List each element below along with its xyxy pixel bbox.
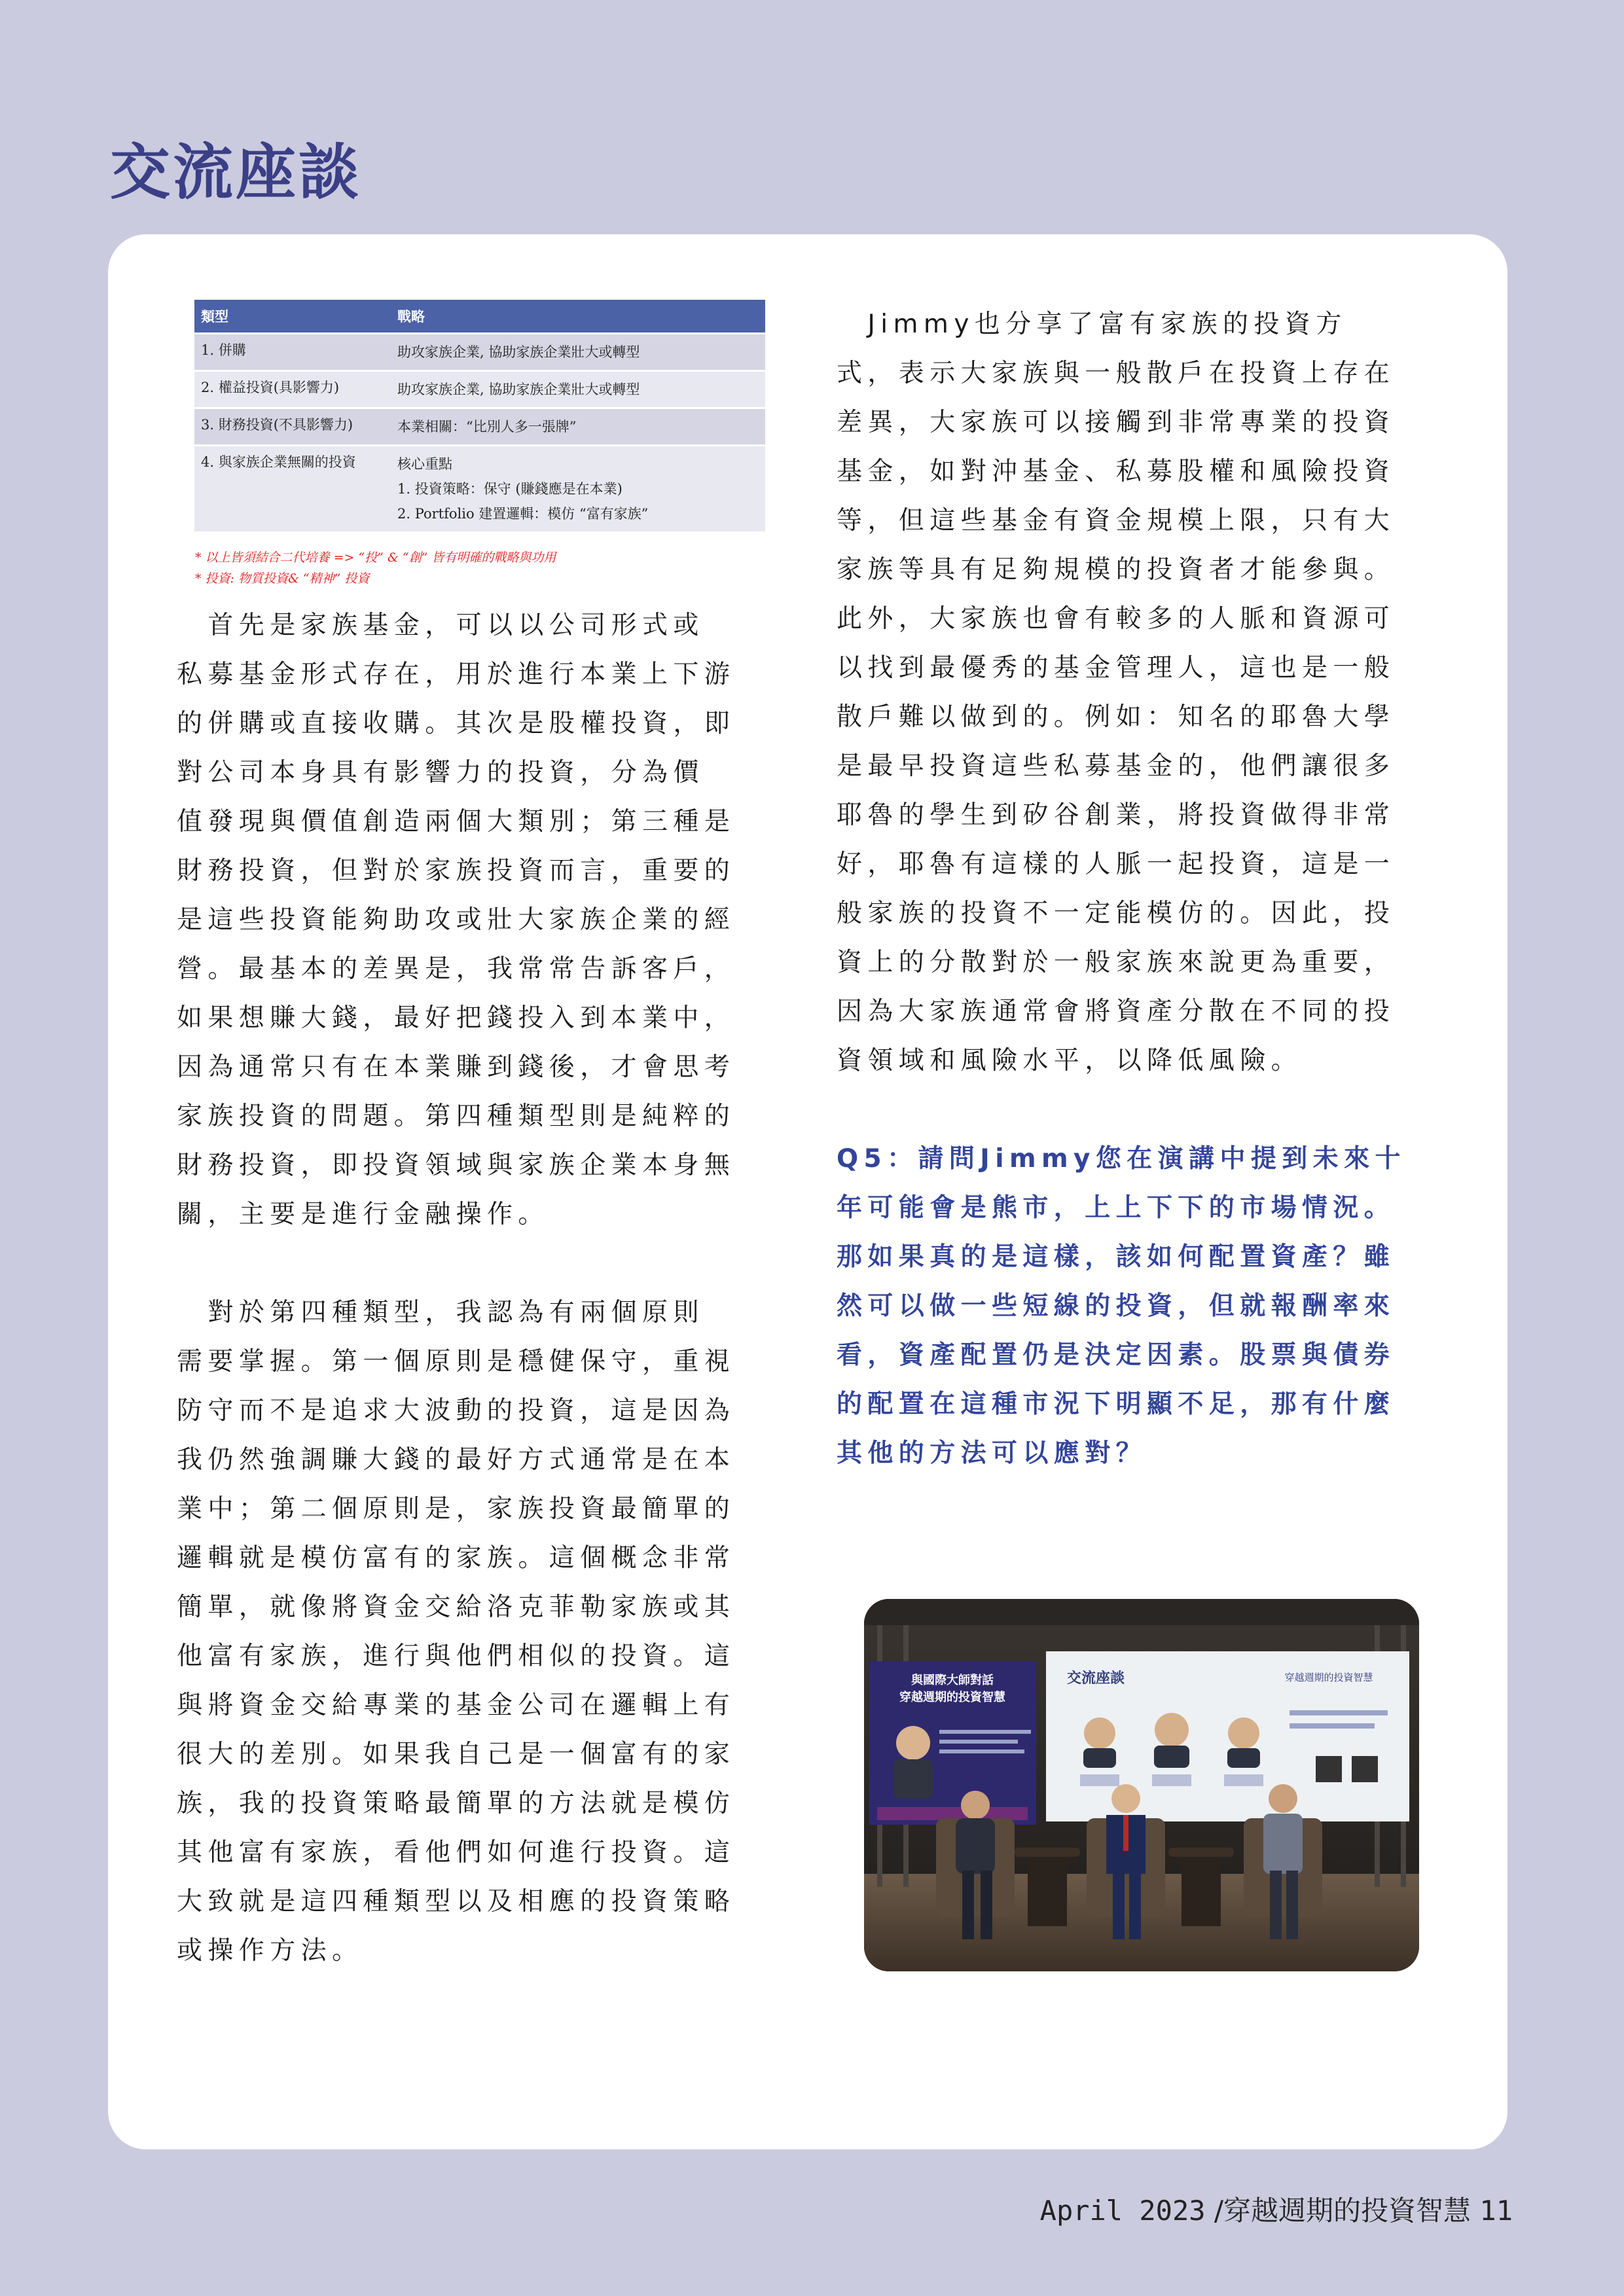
table-row xyxy=(194,446,765,532)
footer-date: April 2023 xyxy=(1039,2195,1206,2227)
table-header-row xyxy=(194,300,765,334)
table-row xyxy=(194,408,765,446)
table-row xyxy=(194,334,765,371)
table-note: * 投資: 物質投資& “精神” 投資 xyxy=(195,571,370,586)
table-header-type: 類型 xyxy=(194,300,391,334)
table-cell-strategy: 助攻家族企業, 協助家族企業壯大或轉型 xyxy=(391,334,765,371)
footer-separator: / xyxy=(1214,2195,1224,2227)
table-cell-type: 4. 與家族企業無關的投資 xyxy=(194,446,391,532)
table-header-strategy: 戰略 xyxy=(391,300,765,334)
event-photo-illustration xyxy=(864,1599,1419,1971)
table-cell-type: 2. 權益投資(具影響力) xyxy=(194,371,391,408)
body-paragraph: Jimmy也分享了富有家族的投資方 式，表示大家族與一般散戶在投資上存在 差異，大家族可以接觸到非常專業的投資 基金，如對沖基金、私募股權和風險投資 等，但這些基金有資金規模上限，只有大 家族等具有足夠規模的投資者才能參與。 此外，大家族也會有較多的人脈和資源可 以找到最優秀的基金管理人，這也是一般 散戶難以做到的。例如：知名的耶魯大學 是最早投資這些私募基金的，他們讓很多 耶魯的學生到矽谷創業，將投資做得非常 好，耶魯有這樣的人脈一起投資，這是一 般家族的投資不一定能模仿的。因此，投 資上的分散對於一般家族來說更為重要， 因為大家族通常會將資產分散在不同的投 資領域和風險水平，以降低風險。 xyxy=(837,310,1396,1075)
event-photo xyxy=(864,1599,1419,1971)
table-cell-strategy: 助攻家族企業, 協助家族企業壯大或轉型 xyxy=(391,371,765,408)
body-paragraph: 對於第四種類型，我認為有兩個原則 需要掌握。第一個原則是穩健保守，重視 防守而不是追求大波動的投資，這是因為 我仍然強調賺大錢的最好方式通常是在本 業中；第二個原則是，家族投資最簡單的 邏輯就是模仿富有的家族。這個概念非常 簡單，就像將資金交給洛克菲勒家族或其 他富有家族，進行與他們相似的投資。這 與將資金交給專業的基金公司在邏輯上有 很大的差別。如果我自己是一個富有的家 族，我的投資策略最簡單的方法就是模仿 其他富有家族，看他們如何進行投資。這 大致就是這四種類型以及相應的投資策略 或操作方法。 xyxy=(177,1298,736,1965)
strategy-table xyxy=(194,300,765,531)
question-q5: Q5：請問Jimmy您在演講中提到未來十 年可能會是熊市，上上下下的市場情況。 那如果真的是這樣，該如何配置資產？雖 然可以做一些短線的投資，但就報酬率來 看，資產配置仍是決定因素。股票與債券 的配置在這種市況下明顯不足，那有什麼 其他的方法可以應對？ xyxy=(837,1144,1406,1468)
screen-subtitle: 穿越週期的投資智慧 xyxy=(1284,1672,1373,1683)
page-footer xyxy=(1040,2189,1513,2229)
page-number: 11 xyxy=(1479,2195,1513,2227)
right-column xyxy=(837,300,1445,1478)
table-row xyxy=(194,371,765,408)
table-cell-strategy: 核心重點 1. 投資策略：保守 (賺錢應是在本業) 2. Portfolio 建置邏輯：模仿 “富有家族” xyxy=(391,446,765,532)
page-title: 交流座談 xyxy=(110,137,362,207)
banner-title-2: 穿越週期的投資智慧 xyxy=(899,1691,1005,1704)
table-cell-type: 3. 財務投資(不具影響力) xyxy=(194,408,391,446)
table-cell-strategy: 本業相關：“比別人多一張牌” xyxy=(391,408,765,446)
screen-title: 交流座談 xyxy=(1067,1670,1125,1687)
table-note: * 以上皆須結合二代培養 => “投” & “創” 皆有明確的戰略與功用 xyxy=(195,550,556,565)
table-cell-type: 1. 併購 xyxy=(194,334,391,371)
footer-title: 穿越週期的投資智慧 xyxy=(1223,2195,1471,2227)
banner-title-1: 與國際大師對話 xyxy=(911,1674,994,1687)
left-column xyxy=(177,300,772,1975)
table-notes xyxy=(195,547,772,589)
body-paragraph: 首先是家族基金，可以以公司形式或 私募基金形式存在，用於進行本業上下游 的併購或直接收購。其次是股權投資，即 對公司本身具有影響力的投資，分為價 值發現與價值創造兩個大類別；第三種是 財務投資，但對於家族投資而言，重要的 是這些投資能夠助攻或壯大家族企業的經 營。最基本的差異是，我常常告訴客戶， 如果想賺大錢，最好把錢投入到本業中， 因為通常只有在本業賺到錢後，才會思考 家族投資的問題。第四種類型則是純粹的 財務投資，即投資領域與家族企業本身無 關，主要是進行金融操作。 xyxy=(177,611,736,1229)
